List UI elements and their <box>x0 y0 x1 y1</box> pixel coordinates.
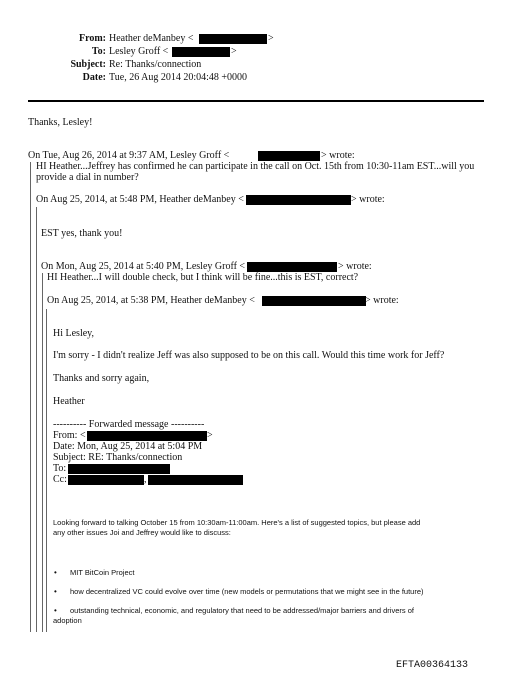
redaction-block <box>199 34 267 44</box>
bullet-dot: • <box>54 568 57 577</box>
forwarded-banner: ---------- Forwarded message ---------- <box>53 419 205 430</box>
fwd-cc-label: Cc: <box>53 474 67 485</box>
redaction-block <box>87 431 207 441</box>
subject-value: Re: Thanks/connection <box>109 59 202 70</box>
quote1-intro: On Tue, Aug 26, 2014 at 9:37 AM, Lesley Groff < <box>28 150 230 161</box>
q4-sorry: I'm sorry - I didn't realize Jeff was also supposed to be on this call. Would this time work for Jeff? <box>53 350 445 361</box>
to-label: To: <box>91 46 106 57</box>
quote2-intro: On Aug 25, 2014, at 5:48 PM, Heather deManbey < <box>36 194 244 205</box>
quote3-wrote: > wrote: <box>338 261 372 272</box>
header-divider <box>28 100 484 102</box>
redaction-block <box>68 464 170 474</box>
subject-label: Subject: <box>70 59 106 70</box>
quote2-text: EST yes, thank you! <box>41 228 123 239</box>
agenda-intro-line1: Looking forward to talking October 15 from 10:30am-11:00am. Here's a list of suggested topics, but please add <box>53 518 421 527</box>
redaction-block <box>262 296 366 306</box>
quote3-intro: On Mon, Aug 25, 2014 at 5:40 PM, Lesley Groff < <box>41 261 246 272</box>
agenda-item: MIT BitCoin Project <box>70 568 135 577</box>
date-value: Tue, 26 Aug 2014 20:04:48 +0000 <box>109 72 248 83</box>
q4-hi: Hi Lesley, <box>53 328 95 339</box>
agenda-intro-line2: any other issues Joi and Jeffrey would like to discuss: <box>53 528 231 537</box>
to-value: Lesley Groff < <box>109 46 169 57</box>
from-label: From: <box>78 33 106 44</box>
redaction-block <box>246 195 351 205</box>
redaction-block <box>68 475 144 485</box>
agenda-item-cont: adoption <box>53 616 82 625</box>
from-value: Heather deManbey < <box>109 33 194 44</box>
fwd-cc-comma: , <box>144 474 147 485</box>
quote1-text-line2: provide a dial in number? <box>36 172 139 183</box>
quote-bar-4 <box>46 309 47 632</box>
quote3-text: HI Heather...I will double check, but I think will be fine...this is EST, correct? <box>47 272 359 283</box>
greeting: Thanks, Lesley! <box>28 117 93 128</box>
quote1-wrote: > wrote: <box>321 150 355 161</box>
redaction-block <box>148 475 243 485</box>
fwd-from-close: > <box>207 430 213 441</box>
fwd-subject: Subject: RE: Thanks/connection <box>53 452 183 463</box>
fwd-date: Date: Mon, Aug 25, 2014 at 5:04 PM <box>53 441 203 452</box>
quote2-wrote: > wrote: <box>351 194 385 205</box>
quote-bar-3 <box>42 273 43 632</box>
fwd-from-label: From: < <box>53 430 86 441</box>
date-label: Date: <box>82 72 106 83</box>
quote1-text-line1: HI Heather...Jeffrey has confirmed he can participate in the call on Oct. 15th from 10:30-11am EST...will you <box>36 161 475 172</box>
to-close: > <box>231 46 237 57</box>
q4-thanks: Thanks and sorry again, <box>53 373 150 384</box>
q4-sign: Heather <box>53 396 85 407</box>
from-close: > <box>268 33 274 44</box>
bullet-dot: • <box>54 587 57 596</box>
quote4-intro: On Aug 25, 2014, at 5:38 PM, Heather deManbey < <box>47 295 255 306</box>
agenda-item: how decentralized VC could evolve over time (new models or permutations that we might see in the future) <box>70 587 424 596</box>
quote4-wrote: > wrote: <box>365 295 399 306</box>
redaction-block <box>258 151 320 161</box>
quote-bar-1 <box>30 162 31 632</box>
redaction-block <box>247 262 337 272</box>
fwd-to-label: To: <box>53 463 67 474</box>
agenda-item: outstanding technical, economic, and regulatory that need to be addressed/major barriers and drivers of <box>70 606 414 615</box>
redaction-block <box>172 47 230 57</box>
quote-bar-2 <box>36 207 37 632</box>
bates-number: EFTA00364133 <box>396 660 469 671</box>
bullet-dot: • <box>54 606 57 615</box>
